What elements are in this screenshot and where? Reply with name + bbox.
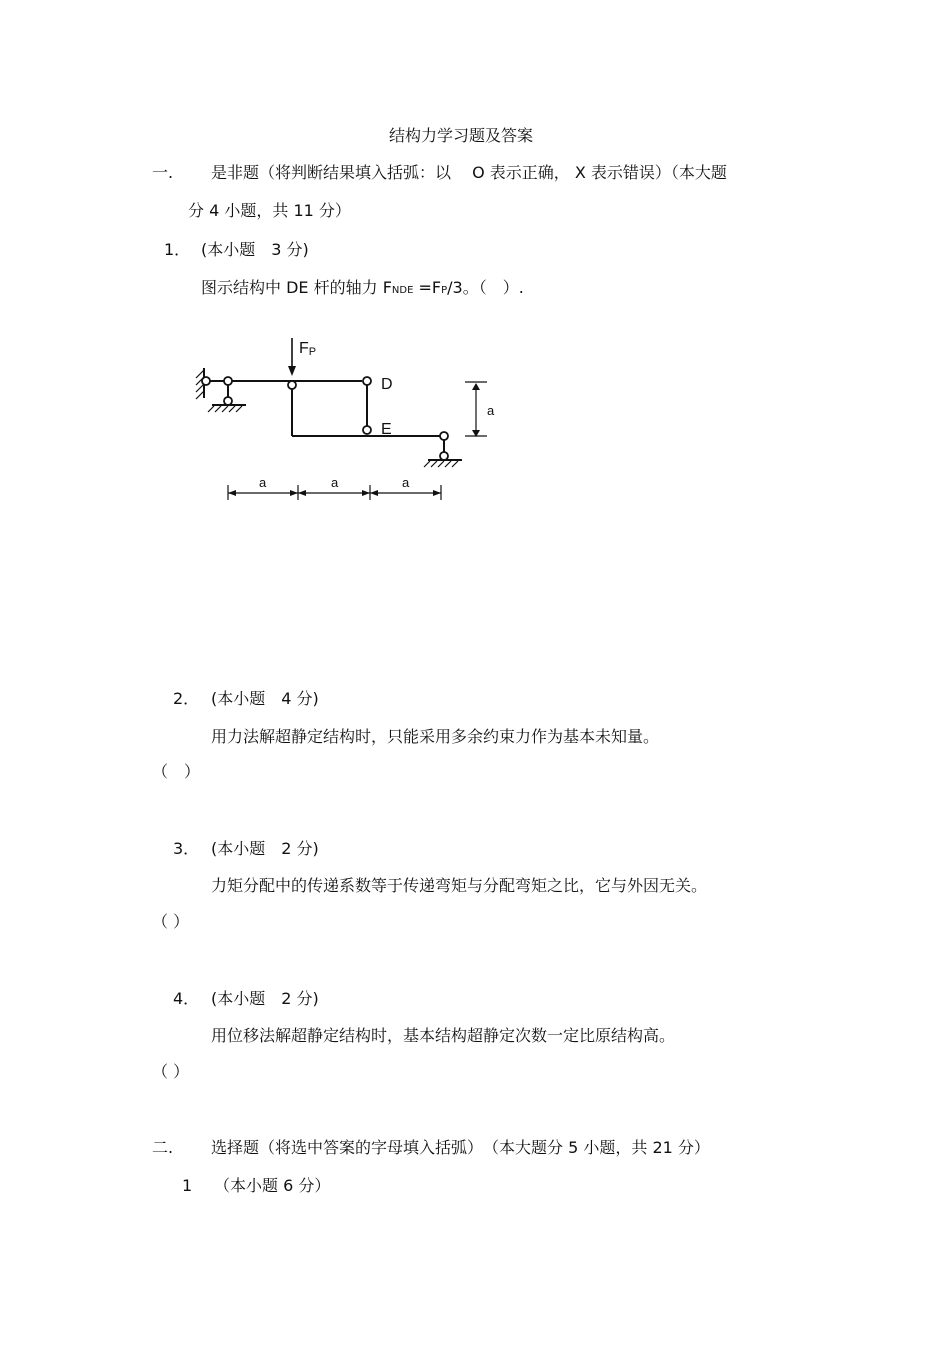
q3-text: 力矩分配中的传递系数等于传递弯矩与分配弯矩之比，它与外因无关。: [211, 876, 708, 895]
left-ground-hatch: [208, 406, 242, 412]
q2-text: 用力法解超静定结构时，只能采用多余约束力作为基本未知量。: [211, 727, 660, 746]
section1-heading-cont: 分 4 小题，共 11 分）: [188, 201, 351, 220]
section1-number: 一.: [152, 163, 174, 182]
document-title: 结构力学习题及答案: [389, 126, 534, 145]
hinge-wall: [202, 377, 210, 385]
hinge-d: [363, 377, 371, 385]
q1-text: [201, 278, 524, 301]
q4-points: (本小题 2 分): [211, 989, 319, 1008]
hinge-e: [363, 426, 371, 434]
hinge-left-bottom: [224, 397, 232, 405]
q1-text-subscript2: P: [441, 285, 448, 296]
q1-points: (本小题 3 分): [201, 240, 309, 259]
section1-heading: 是非题（将判断结果填入括弧：以 O 表示正确， X 表示错误）（本大题: [211, 163, 727, 182]
q1-text-suffix: /3。（ ）.: [447, 278, 524, 297]
dim-h1-label: a: [259, 475, 267, 490]
right-ground-hatch: [424, 461, 458, 467]
s2q1-points: （本小题 6 分）: [214, 1176, 331, 1195]
q1-number: 1．: [164, 240, 191, 259]
q3-answer-paren: （ ）: [152, 912, 190, 931]
section2-number: 二.: [152, 1138, 174, 1157]
vertical-dimension: [465, 382, 487, 437]
q4-number: 4．: [173, 989, 200, 1008]
label-e: E: [381, 421, 392, 438]
hinge-right: [440, 432, 448, 440]
q4-answer-paren: （ ）: [152, 1062, 190, 1081]
hinge-left: [224, 377, 232, 385]
s2q1-number: 1: [182, 1176, 193, 1195]
q1-text-subscript: NDE: [391, 285, 414, 296]
hinge-middle: [288, 381, 296, 389]
q2-answer-paren: （ ）: [152, 762, 201, 781]
q1-text-prefix: 图示结构中 DE 杆的轴力 F: [201, 278, 392, 297]
hinges: [202, 377, 448, 460]
q1-text-mid: =F: [413, 278, 442, 297]
q4-text: 用位移法解超静定结构时，基本结构超静定次数一定比原结构高。: [211, 1026, 676, 1045]
load-arrow-head: [288, 366, 296, 376]
hinge-right-bottom: [440, 452, 448, 460]
dim-vertical-label: a: [487, 403, 495, 418]
label-d: D: [381, 376, 393, 393]
q2-number: 2．: [173, 689, 200, 708]
q3-number: 3．: [173, 839, 200, 858]
q2-points: (本小题 4 分): [211, 689, 319, 708]
section2-heading: 选择题（将选中答案的字母填入括弧） （本大题分 5 小题，共 21 分）: [211, 1138, 710, 1157]
dim-h2-label: a: [331, 475, 339, 490]
dim-h3-label: a: [402, 475, 410, 490]
load-label: FP: [299, 340, 317, 358]
q1-structure-diagram: [190, 330, 510, 510]
q3-points: (本小题 2 分): [211, 839, 319, 858]
